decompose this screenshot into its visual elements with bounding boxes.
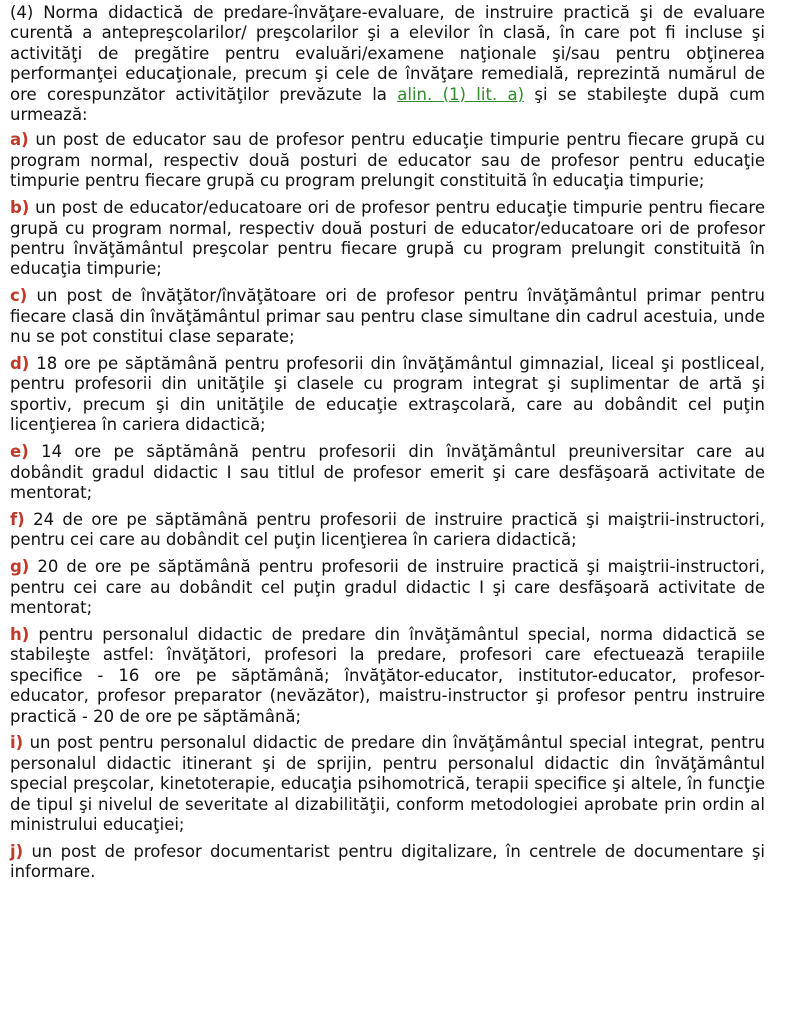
- intro-text-end: şi se stabileşte după cum urmează:: [10, 84, 765, 125]
- list-item-f: [10, 510, 765, 551]
- item-text: un post de educator sau de profesor pentru educaţie timpurie pentru fiecare grupă cu program normal, respectiv două posturi de educator sau de profesor pentru educaţie timpurie pentru fiecare grupă cu program prelungit constituită în educaţia timpurie;: [10, 130, 766, 191]
- item-letter: i): [10, 733, 24, 753]
- list-item-c: [10, 286, 765, 347]
- list-item-i: [10, 733, 765, 835]
- item-letter: h): [10, 624, 30, 644]
- intro-text: (4) Norma didactică de predare-învăţare-evaluare, de instruire practică şi de evaluare curentă a antepreşcolarilor/ preşcolarilor şi a elevilor în clasă, în care pot fi incluse şi activităţi de pregătire pentru evaluări/examene naţionale şi/sau pentru obţinerea performanţei educaţionale, precum şi cele de învăţare remedială, reprezintă numărul de ore corespunzător activităţilor prevăzute la: [10, 3, 765, 104]
- item-letter: j): [10, 841, 24, 861]
- item-text: 24 de ore pe săptămână pentru profesorii de instruire practică şi maiştrii-instructori, pentru cei care au dobândit cel puţin licenţierea în cariera didactică;: [10, 509, 765, 550]
- item-letter: f): [10, 509, 25, 529]
- item-text: pentru personalul didactic de predare din învăţământul special, norma didactică se stabileşte astfel: învăţători, profesori la predare, profesori care efectuează terapiile specifice - 16 ore pe săptămână; învăţător-educator, institutor-educator, profesor-educator, profesor preparator (nevăzător), maistru-instructor şi profesor pentru instruire practică - 20 de ore pe săptămână;: [10, 624, 765, 726]
- item-text: un post de profesor documentarist pentru digitalizare, în centrele de documentare şi informare.: [10, 841, 765, 882]
- list-item-j: [10, 842, 765, 883]
- item-letter: a): [10, 130, 29, 150]
- item-letter: b): [10, 198, 30, 218]
- item-letter: c): [10, 286, 28, 306]
- list-item-h: [10, 625, 765, 727]
- paragraph-intro: [10, 3, 765, 125]
- reference-link[interactable]: alin. (1) lit. a): [397, 84, 525, 104]
- item-text: un post de educator/educatoare ori de profesor pentru educaţie timpurie pentru fiecare grupă cu program normal, respectiv două posturi de educator/educatoare ori de profesor pentru învăţământul preşcolar pentru fiecare grupă cu program prelungit constituită în educaţia timpurie;: [10, 198, 765, 279]
- item-letter: g): [10, 557, 30, 577]
- list-item-d: [10, 354, 765, 436]
- item-text: 20 de ore pe săptămână pentru profesorii de instruire practică şi maiştrii-instructori, pentru cei care au dobândit cel puţin gradul didactic I şi care desfăşoară activitate de mentorat;: [10, 557, 765, 617]
- item-letter: d): [10, 354, 30, 373]
- item-letter: e): [10, 442, 29, 462]
- list-item-b: [10, 198, 765, 280]
- item-text: un post pentru personalul didactic de predare din învăţământul special integrat, pentru personalul didactic itinerant şi de sprijin, pentru personalul didactic din învăţământul special preşcolar, kinetoterapie, educaţia psihomotrică, terapii specifice şi altele, în funcţie de tipul şi nivelul de severitate al dizabilităţii, conform metodologiei aprobate prin ordin al ministrului educaţiei;: [10, 733, 765, 835]
- list-item-e: [10, 442, 765, 503]
- list-item-a: [10, 130, 765, 191]
- item-text: 18 ore pe săptămână pentru profesorii din învăţământul gimnazial, liceal şi postliceal, pentru profesorii din unităţile şi clasele cu program integrat şi suplimentar de artă şi sportiv, precum şi din unităţile de educaţie extraşcolară, care au dobândit cel puţin licenţierea în cariera didactică;: [10, 354, 766, 435]
- item-text: 14 ore pe săptămână pentru profesorii din învăţământul preuniversitar care au dobândit gradul didactic I sau titlul de profesor emerit şi care desfăşoară activitate de mentorat;: [10, 442, 766, 502]
- item-text: un post de învăţător/învăţătoare ori de profesor pentru învăţământul primar pentru fiecare clasă din învăţământul primar sau pentru clase simultane din cadrul acestuia, unde nu se pot constitui clase separate;: [10, 286, 765, 347]
- list-item-g: [10, 557, 765, 618]
